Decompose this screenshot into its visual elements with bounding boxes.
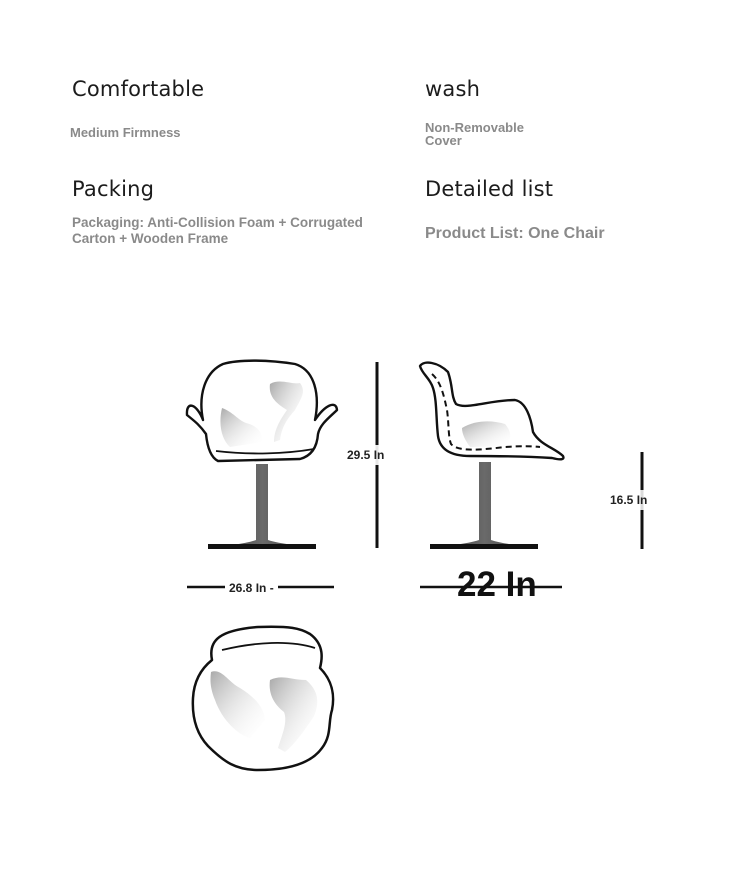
height-label: 29.5 In bbox=[347, 448, 385, 462]
comfort-value: Medium Firmness bbox=[70, 125, 181, 140]
wash-value-line2: Cover bbox=[425, 133, 462, 148]
chair-side-view bbox=[420, 363, 563, 549]
wash-value-line1: Non-Removable bbox=[425, 120, 524, 135]
detailed-list-title: Detailed list bbox=[425, 177, 554, 201]
chair-top-view bbox=[193, 627, 333, 770]
width-label: 26.8 In - bbox=[229, 581, 274, 595]
detailed-list-value: Product List: One Chair bbox=[425, 225, 605, 242]
wash-title: wash bbox=[425, 77, 481, 101]
seat-height-label: 16.5 In bbox=[610, 493, 648, 507]
chair-front-view bbox=[187, 361, 337, 549]
depth-label: 22 In bbox=[457, 565, 537, 604]
comfort-title: Comfortable bbox=[72, 77, 205, 101]
packing-value-line2: Carton + Wooden Frame bbox=[72, 231, 229, 246]
packing-value-line1: Packaging: Anti-Collision Foam + Corrugated bbox=[72, 215, 363, 230]
packing-title: Packing bbox=[72, 177, 155, 201]
